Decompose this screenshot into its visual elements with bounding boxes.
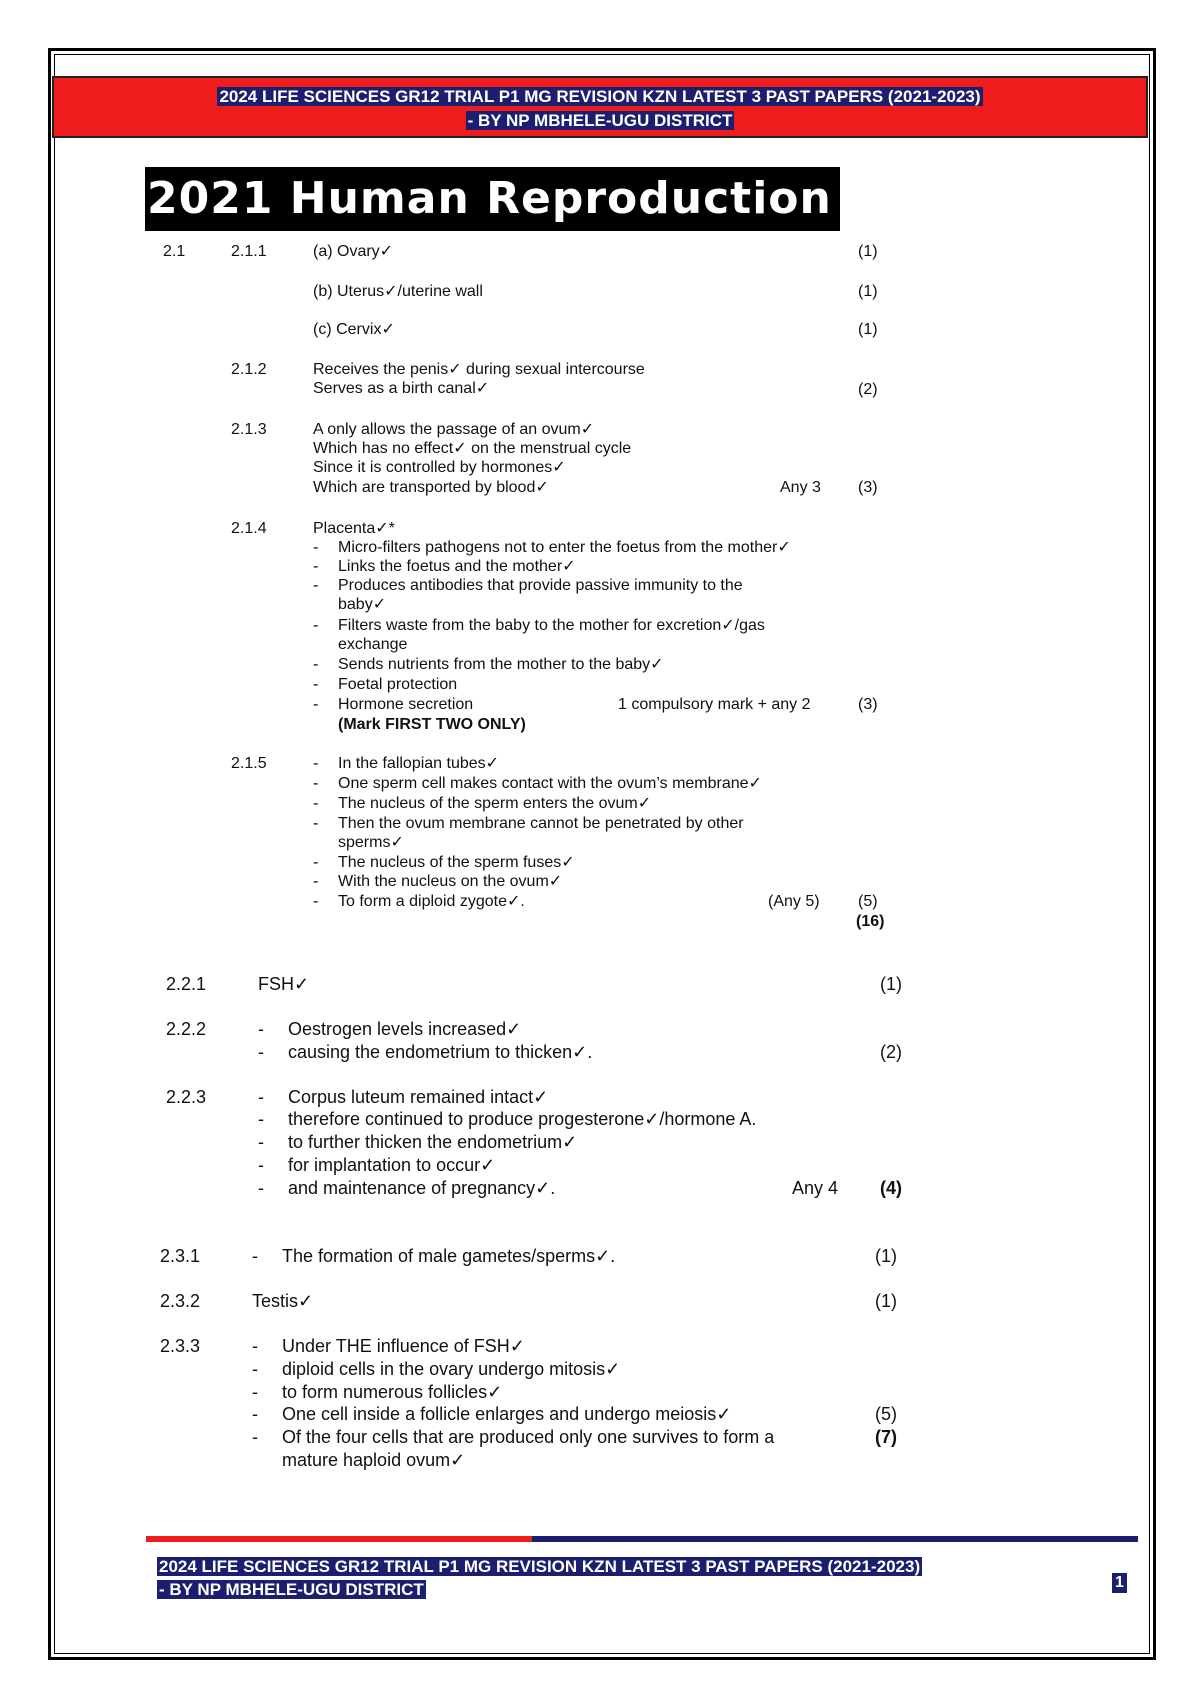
- list-item: Foetal protection: [338, 676, 458, 693]
- mark: (2): [880, 1042, 902, 1062]
- mark: (1): [858, 243, 878, 260]
- list-item: Links the foetus and the mother✓: [338, 558, 576, 575]
- answer-line: (a) Ovary✓: [313, 243, 394, 260]
- list-item: Produces antibodies that provide passive immunity to the: [338, 577, 743, 594]
- subquestion-number: 2.3.1: [160, 1246, 201, 1266]
- list-item: Sends nutrients from the mother to the baby✓: [338, 656, 664, 673]
- list-item: In the fallopian tubes✓: [338, 755, 500, 772]
- list-item: To form a diploid zygote✓.: [338, 893, 525, 910]
- answer-line: (c) Cervix✓: [313, 321, 395, 338]
- footer: [157, 1557, 922, 1603]
- list-item: baby✓: [338, 596, 387, 613]
- answer-line: Serves as a birth canal✓: [313, 380, 490, 397]
- answer-line: Placenta✓*: [313, 520, 395, 537]
- any-note: (Any 5): [768, 893, 820, 910]
- subquestion-number: 2.1.4: [231, 520, 267, 537]
- answer-line: Testis✓: [252, 1291, 314, 1311]
- list-item: One cell inside a follicle enlarges and undergo meiosis✓: [282, 1404, 732, 1424]
- section-total: (16): [856, 913, 885, 930]
- list-item: to form numerous follicles✓: [282, 1382, 503, 1402]
- list-item: The nucleus of the sperm enters the ovum✓: [338, 795, 652, 812]
- list-item: to further thicken the endometrium✓: [288, 1132, 578, 1152]
- mark: (1): [880, 974, 902, 994]
- footer-line-1: 2024 LIFE SCIENCES GR12 TRIAL P1 MG REVISION KZN LATEST 3 PAST PAPERS (2021-2023): [159, 1557, 921, 1576]
- mark: (4): [880, 1178, 902, 1198]
- footer-rule-red: [146, 1536, 532, 1542]
- list-item: Under THE influence of FSH✓: [282, 1336, 525, 1356]
- page-title: 2021 Human Reproduction: [145, 167, 840, 231]
- list-item: Micro-filters pathogens not to enter the foetus from the mother✓: [338, 539, 791, 556]
- answer-line: The formation of male gametes/sperms✓.: [282, 1246, 616, 1266]
- mark: (5): [875, 1404, 897, 1424]
- footer-line-2: - BY NP MBHELE-UGU DISTRICT: [159, 1580, 424, 1599]
- footer-rule-navy: [532, 1536, 1138, 1542]
- mark: (1): [875, 1246, 897, 1266]
- mark: (3): [858, 479, 878, 496]
- any-note: Any 3: [780, 479, 821, 496]
- answer-line: Receives the penis✓ during sexual intercourse: [313, 361, 645, 378]
- list-item: Corpus luteum remained intact✓: [288, 1087, 549, 1107]
- page-number: 1: [1112, 1573, 1127, 1593]
- any-note: Any 4: [792, 1178, 839, 1198]
- list-item: Then the ovum membrane cannot be penetrated by other: [338, 815, 744, 832]
- subquestion-number: 2.2.1: [166, 974, 207, 994]
- list-item: sperms✓: [338, 834, 404, 851]
- subquestion-number: 2.2.2: [166, 1019, 207, 1039]
- subquestion-number: 2.2.3: [166, 1087, 207, 1107]
- mark: (1): [875, 1291, 897, 1311]
- mark: (3): [858, 696, 878, 713]
- mark: (2): [858, 381, 878, 398]
- subquestion-number: 2.3.3: [160, 1336, 201, 1356]
- answer-line: (b) Uterus✓/uterine wall: [313, 283, 483, 300]
- list-item: With the nucleus on the ovum✓: [338, 873, 563, 890]
- answer-line: Which has no effect✓ on the menstrual cycle: [313, 440, 632, 457]
- answer-line: Since it is controlled by hormones✓: [313, 459, 566, 476]
- list-item: Of the four cells that are produced only one survives to form a: [282, 1427, 775, 1447]
- list-item: causing the endometrium to thicken✓.: [288, 1042, 593, 1062]
- list-item: Oestrogen levels increased✓: [288, 1019, 522, 1039]
- mark: (1): [858, 283, 878, 300]
- list-item: and maintenance of pregnancy✓.: [288, 1178, 556, 1198]
- list-item: The nucleus of the sperm fuses✓: [338, 854, 575, 871]
- marking-note: (Mark FIRST TWO ONLY): [338, 716, 526, 733]
- header-line-1: 2024 LIFE SCIENCES GR12 TRIAL P1 MG REVISION KZN LATEST 3 PAST PAPERS (2021-2023): [219, 87, 981, 106]
- mark: (1): [858, 321, 878, 338]
- subquestion-number: 2.1.3: [231, 421, 267, 438]
- list-item: mature haploid ovum✓: [282, 1450, 466, 1470]
- header-banner: [52, 76, 1148, 138]
- list-item: for implantation to occur✓: [288, 1155, 496, 1175]
- answer-line: A only allows the passage of an ovum✓: [313, 421, 595, 438]
- subquestion-number: 2.3.2: [160, 1291, 201, 1311]
- list-item: One sperm cell makes contact with the ovum’s membrane✓: [338, 775, 762, 792]
- compulsory-note: 1 compulsory mark + any 2: [618, 696, 811, 713]
- list-item: Hormone secretion: [338, 696, 474, 713]
- list-item: therefore continued to produce progesterone✓/hormone A.: [288, 1109, 757, 1129]
- list-item: exchange: [338, 636, 408, 653]
- question-number: 2.1: [163, 243, 186, 260]
- subquestion-number: 2.1.5: [231, 755, 267, 772]
- mark: (5): [858, 893, 878, 910]
- list-item: Filters waste from the baby to the mother for excretion✓/gas: [338, 617, 765, 634]
- answer-line: Which are transported by blood✓: [313, 479, 549, 496]
- header-line-2: - BY NP MBHELE-UGU DISTRICT: [467, 111, 733, 130]
- section-total: (7): [875, 1427, 897, 1447]
- answer-line: FSH✓: [258, 974, 310, 994]
- subquestion-number: 2.1.2: [231, 361, 267, 378]
- subquestion-number: 2.1.1: [231, 243, 267, 260]
- list-item: diploid cells in the ovary undergo mitosis✓: [282, 1359, 621, 1379]
